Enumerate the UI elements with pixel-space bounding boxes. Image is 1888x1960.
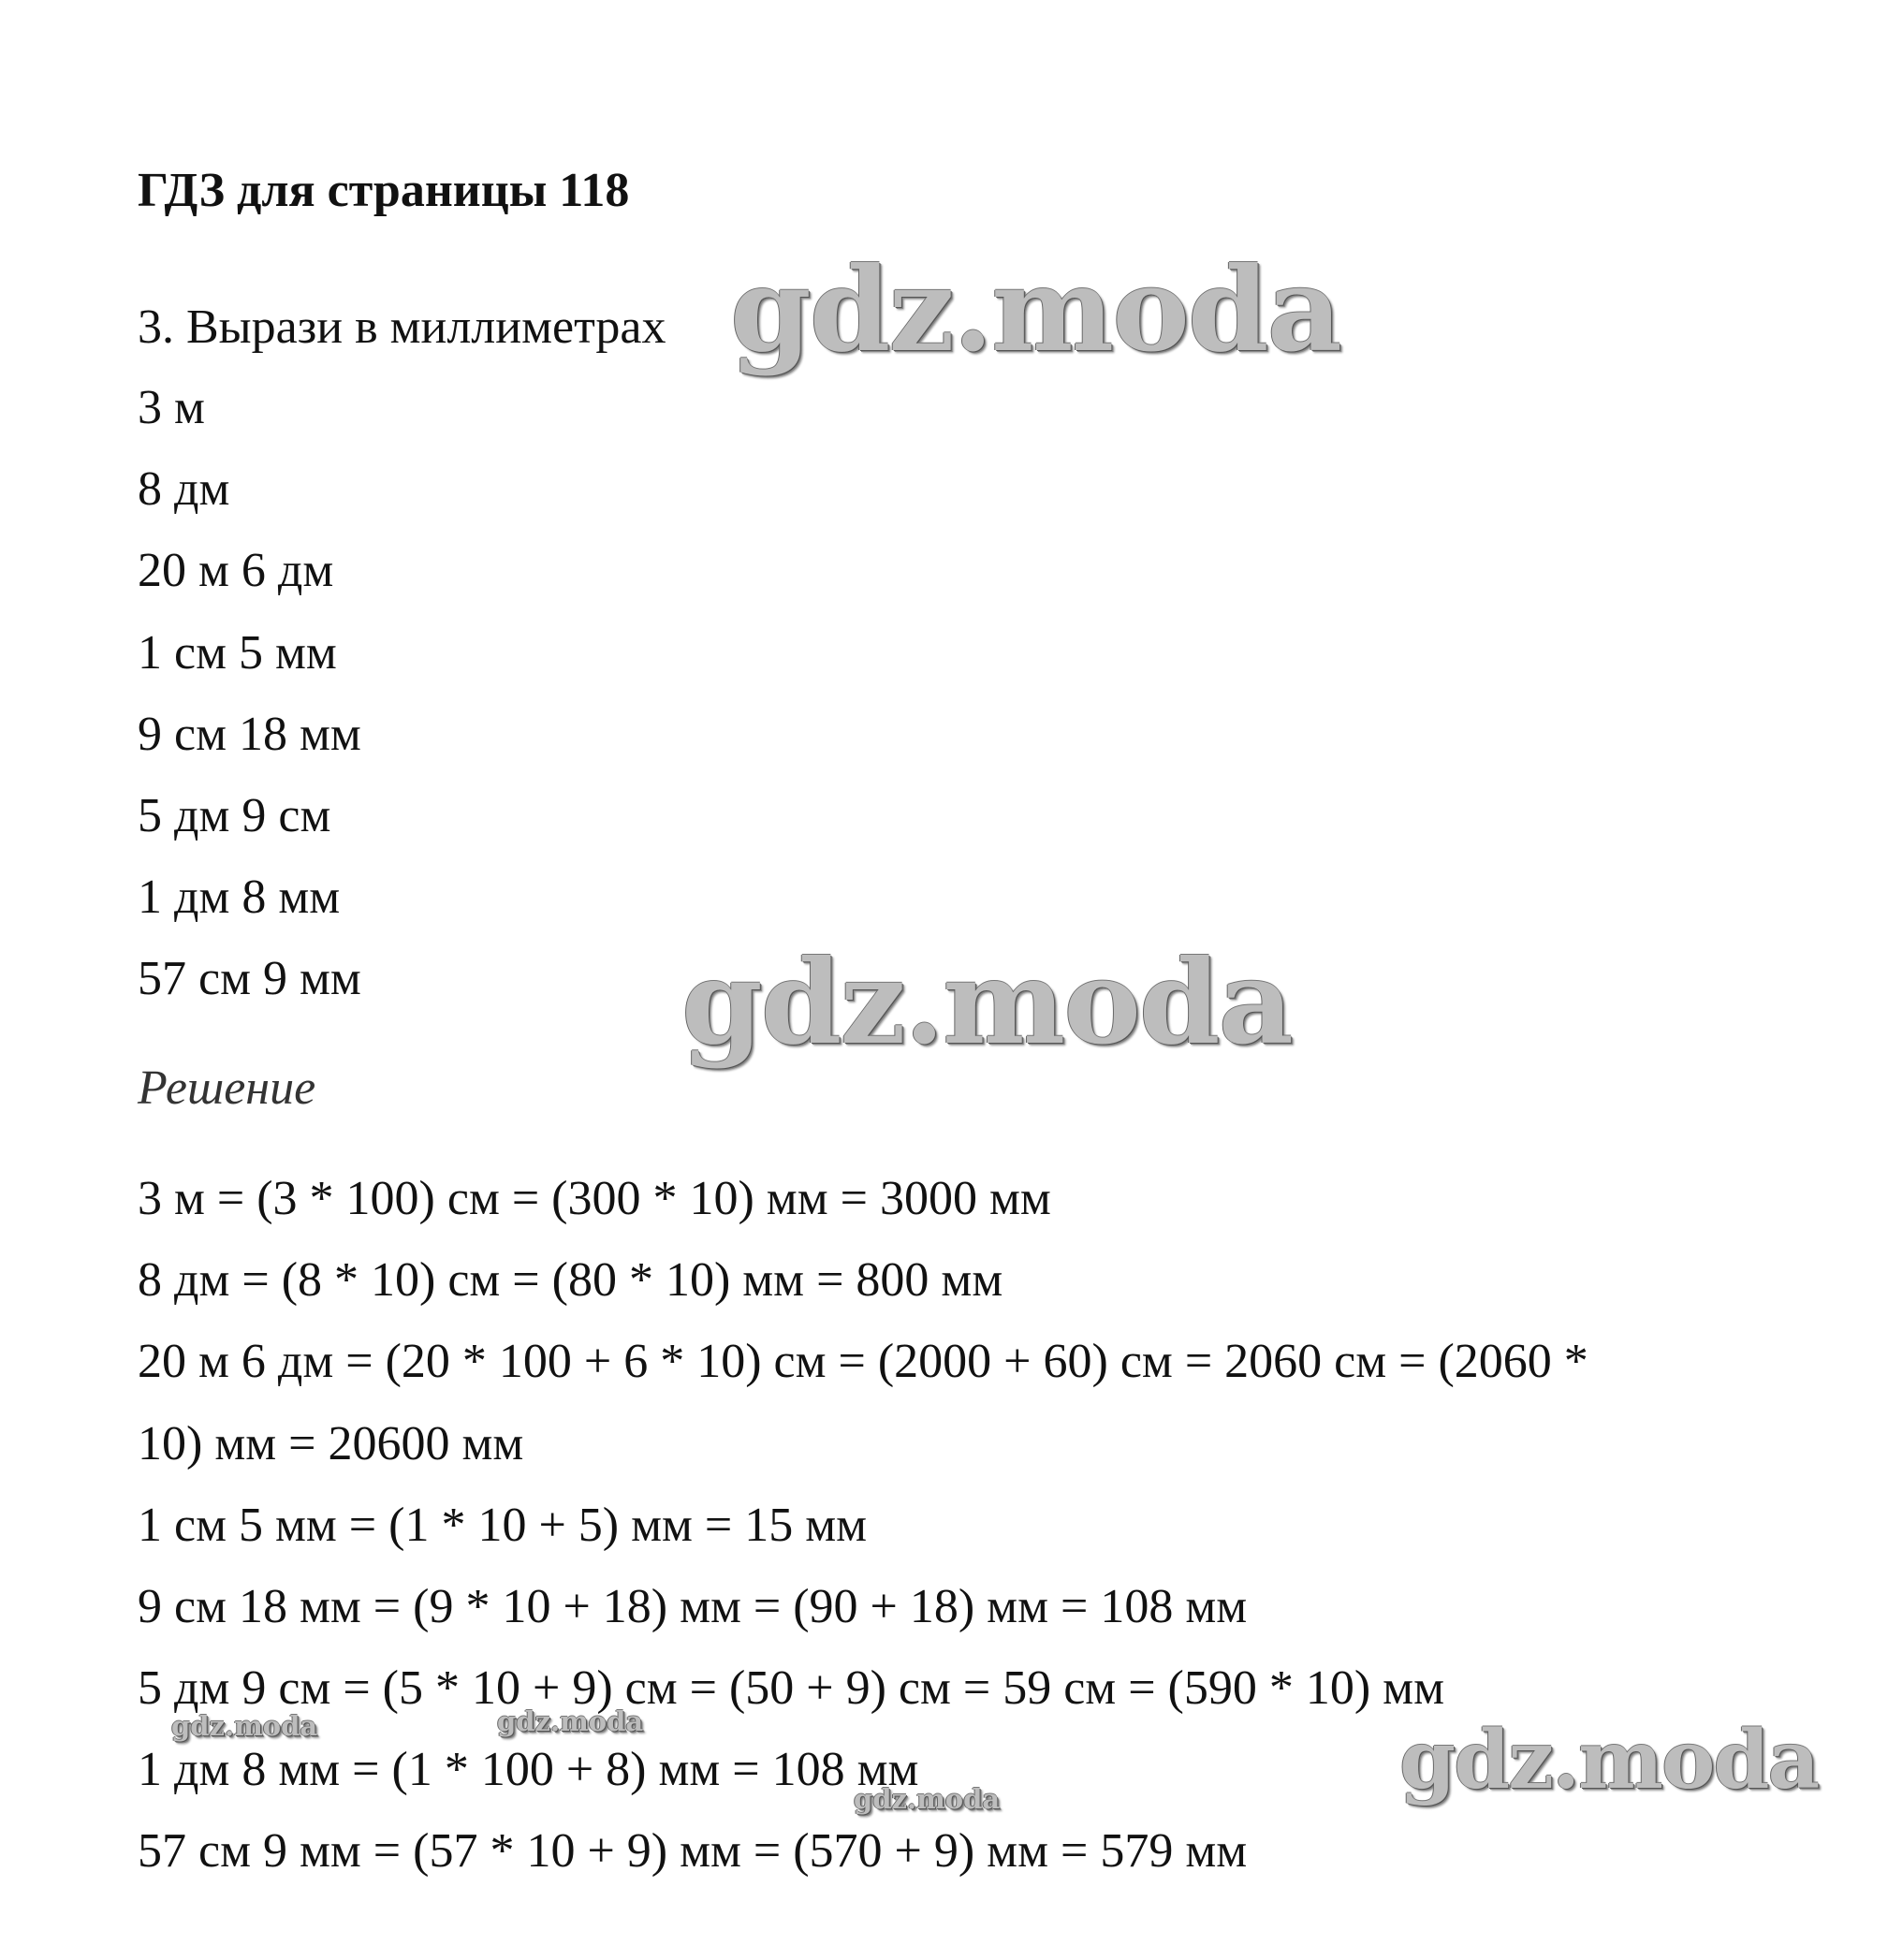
watermark-logo: gdz.moda	[730, 242, 1340, 378]
solution-label: Решение	[138, 1061, 316, 1115]
watermark-logo: gdz.moda	[854, 1783, 1001, 1815]
task-heading: 3. Вырази в миллиметрах	[138, 300, 666, 354]
task-item: 5 дм 9 см	[138, 789, 331, 842]
watermark-logo: gdz.moda	[1399, 1713, 1819, 1807]
solution-line: 20 м 6 дм = (20 * 100 + 6 * 10) см = (2000 + 60) см = 2060 см = (2060 *	[138, 1335, 1588, 1388]
watermark-logo: gdz.moda	[171, 1710, 318, 1742]
solution-line: 3 м = (3 * 100) см = (300 * 10) мм = 3000 мм	[138, 1172, 1051, 1225]
solution-line: 57 см 9 мм = (57 * 10 + 9) мм = (570 + 9) мм = 579 мм	[138, 1824, 1248, 1878]
task-item: 57 см 9 мм	[138, 952, 361, 1005]
task-item: 9 см 18 мм	[138, 708, 361, 761]
task-item: 3 м	[138, 381, 205, 434]
solution-line: 10) мм = 20600 мм	[138, 1417, 524, 1470]
solution-line: 5 дм 9 см = (5 * 10 + 9) см = (50 + 9) см = 59 см = (590 * 10) мм	[138, 1661, 1444, 1715]
solution-line: 1 дм 8 мм = (1 * 100 + 8) мм = 108 мм	[138, 1743, 919, 1796]
solution-line: 1 см 5 мм = (1 * 10 + 5) мм = 15 мм	[138, 1499, 868, 1552]
page-title: ГДЗ для страницы 118	[138, 164, 630, 217]
solution-line: 9 см 18 мм = (9 * 10 + 18) мм = (90 + 18) мм = 108 мм	[138, 1580, 1248, 1633]
watermark-logo: gdz.moda	[497, 1705, 644, 1737]
task-item: 1 дм 8 мм	[138, 870, 341, 924]
task-item: 8 дм	[138, 462, 230, 516]
solution-line: 8 дм = (8 * 10) см = (80 * 10) мм = 800 мм	[138, 1253, 1003, 1307]
task-item: 20 м 6 дм	[138, 544, 334, 597]
watermark-logo: gdz.moda	[681, 935, 1292, 1071]
task-item: 1 см 5 мм	[138, 626, 337, 680]
